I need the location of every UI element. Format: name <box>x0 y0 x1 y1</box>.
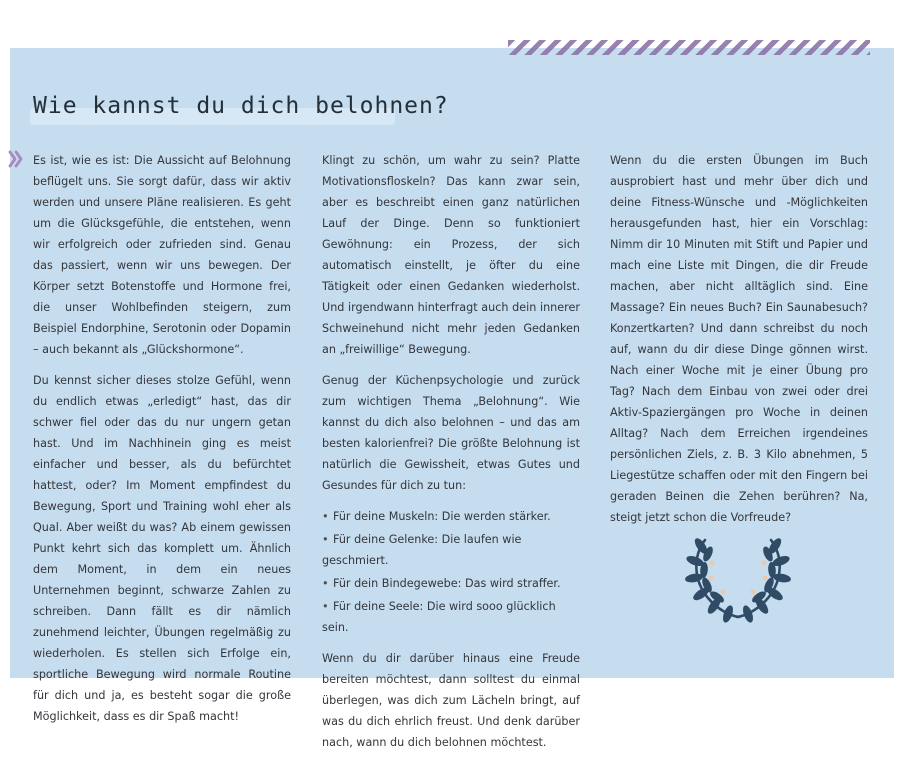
benefit-item: • Für deine Gelenke: Die laufen wie geschmiert. <box>322 529 580 571</box>
paragraph: Du kennst sicher dieses stolze Gefühl, wenn du endlich etwas „erledigt“ hast, das dir schwer fiel oder das du nur ungern getan hast. Und im Nachhinein ging es meist einfacher und besser, als du befürchtet hattest, oder? Im Moment empfindest du Bewegung, Sport und Training wohl eher als Qual. Aber weißt du was? Ab einem gewissen Punkt kehrt sich das komplett um. Ähnlich dem Moment, in dem ein neues Unternehmen beginnt, schwarze Zahlen zu schreiben. Dann fällt es dir nämlich zunehmend leichter, Übungen regelmäßig zu wiederholen. Es stellen sich Erfolge ein, sportliche Bewegung wird normale Routine für dich und ja, es besteht sogar die große Möglichkeit, dass es dir Spaß macht! <box>33 374 291 723</box>
benefit-item: • Für deine Muskeln: Die werden stärker. <box>322 506 580 527</box>
paragraph: Wenn du die ersten Übungen im Buch ausprobiert hast und mehr über dich und deine Fitness-Wünsche und -Möglichkeiten herausgefunden hast, hier ein Vorschlag: Nimm dir 10 Minuten mit Stift und Papier und mach eine Liste mit Dingen, die dir Freude machen, aber nicht alltäglich sind. Eine Massage? Ein neues Buch? Ein Saunabesuch? Konzertkarten? Und dann schreibst du noch auf, wann du dir diese Dinge gönnen wirst. Nach einer Woche mit je einer Übung pro Tag? Nach dem Einbau von zwei oder drei Aktiv-Spaziergängen pro Woche in deinen Alltag? Nach dem Erreichen irgendeines persönlichen Ziels, z. B. 3 Kilo abnehmen, 5 Liegestütze schaffen oder mit den Fingern bei geraden Beinen die Zehen berühren? Na, steigt jetzt schon die Vorfreude? <box>610 154 868 524</box>
text-column-1 <box>33 150 291 737</box>
text-column-3 <box>610 150 868 538</box>
benefit-list <box>322 506 580 638</box>
paragraph: Genug der Küchenpsychologie und zurück zum wichtigen Thema „Belohnung“. Wie kannst du dich also belohnen – und das am besten kalorienfrei? Die größte Belohnung ist natürlich die Gewissheit, etwas Gutes und Gesundes für dich zu tun: <box>322 374 580 492</box>
decorative-stripe-band <box>508 40 870 55</box>
laurel-wreath-icon <box>683 518 793 626</box>
double-chevron-icon <box>8 149 24 169</box>
paragraph: Es ist, wie es ist: Die Aussicht auf Belohnung beflügelt uns. Sie sorgt dafür, dass wir aktiv werden und unsere Pläne realisieren. Es geht um die Glücksgefühle, die entstehen, wenn wir erfolgreich oder zufrieden sind. Genau das passiert, wenn wir uns bewegen. Der Körper setzt Botenstoffe und Hormone frei, die unser Wohlbefinden steigern, zum Beispiel Endorphine, Serotonin oder Dopamin – auch bekannt als „Glückshormone“. <box>33 154 291 356</box>
paragraph: Klingt zu schön, um wahr zu sein? Platte Motivationsfloskeln? Das kann zwar sein, aber es beschreibt einen ganz natürlichen Lauf der Dinge. Denn so funktioniert Gewöhnung: ein Prozess, der sich automatisch einstellt, je öfter du eine Tätigkeit oder einen Gedanken wiederholst. Und irgendwann hinterfragt auch dein innerer Schweinehund nicht mehr jeden Gedanken an „freiwillige“ Bewegung. <box>322 154 580 356</box>
page-title: Wie kannst du dich belohnen? <box>33 93 449 119</box>
benefit-item: • Für deine Seele: Die wird sooo glücklich sein. <box>322 596 580 638</box>
text-column-2 <box>322 150 580 763</box>
paragraph: Wenn du dir darüber hinaus eine Freude bereiten möchtest, dann solltest du einmal überlegen, was dich zum Lächeln bringt, auf was du dich ehrlich freust. Und denk darüber nach, wann du dich belohnen möchtest. <box>322 652 580 749</box>
benefit-item: • Für dein Bindegewebe: Das wird straffer. <box>322 573 580 594</box>
